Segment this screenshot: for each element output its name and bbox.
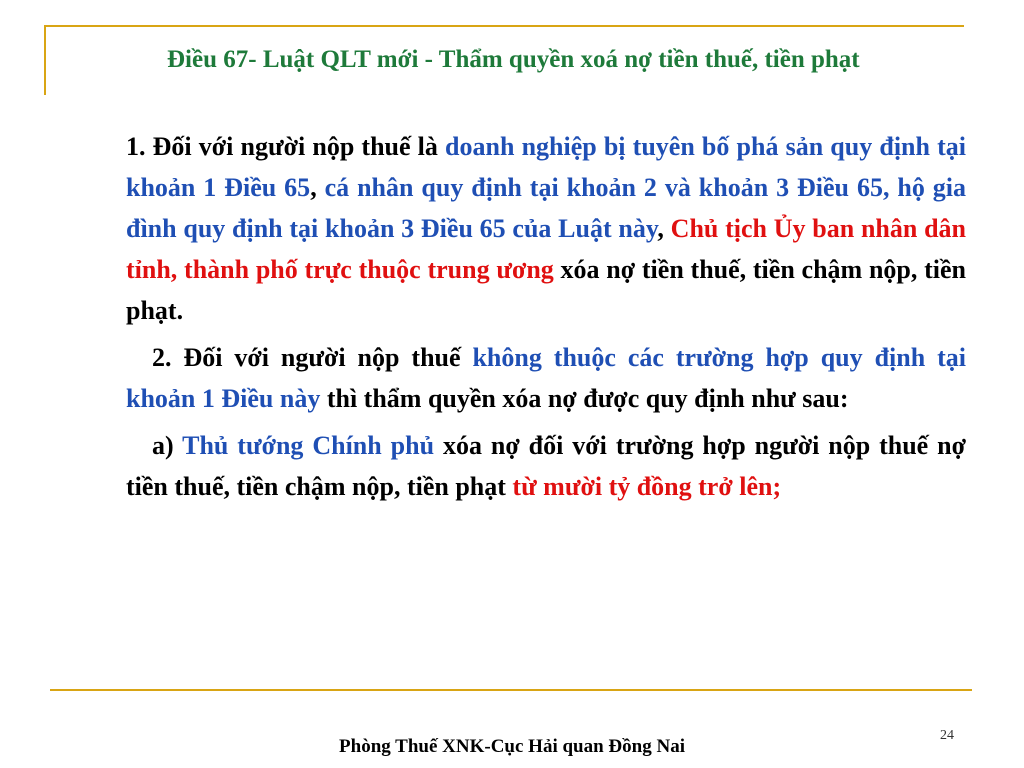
paragraph-3-highlight-authority: Thủ tướng Chính phủ (182, 431, 435, 460)
paragraph-1-text-d: xóa nợ tiền thuế, tiền chậm nộp, tiền phạt. (126, 255, 966, 325)
paragraph-3-text-a: a) (152, 431, 183, 460)
paragraph-1-highlight-individual: cá nhân quy định tại khoản 2 và khoản 3 Điều 65, hộ gia đình quy định tại khoản 3 Điều 65 của Luật này (126, 173, 966, 243)
slide-content (126, 126, 966, 507)
slide-title: Điều 67- Luật QLT mới - Thẩm quyền xoá nợ tiền thuế, tiền phạt (167, 46, 860, 73)
paragraph-2-highlight: không thuộc các trường hợp quy định tại khoản 1 Điều này (126, 343, 966, 413)
paragraph-1-highlight-enterprise: doanh nghiệp bị tuyên bố phá sản quy định tại khoản 1 Điều 65 (126, 132, 966, 202)
paragraph-1-text-b: , (310, 173, 325, 202)
paragraph-2 (126, 337, 966, 419)
slide-footer: Phòng Thuế XNK-Cục Hải quan Đồng Nai (339, 736, 685, 757)
paragraph-1-text-a: 1. Đối với người nộp thuế là (126, 132, 446, 161)
frame-left-line (44, 25, 46, 95)
page-number: 24 (940, 728, 954, 743)
paragraph-2-text-b: thì thẩm quyền xóa nợ được quy định như sau: (320, 384, 849, 413)
paragraph-3-highlight-amount: từ mười tỷ đồng trở lên; (512, 472, 782, 501)
paragraph-3-text-b: xóa nợ đối với trường hợp người nộp thuế nợ tiền thuế, tiền chậm nộp, tiền phạt (126, 431, 966, 501)
paragraph-1-highlight-authority: Chủ tịch Ủy ban nhân dân tỉnh, thành phố trực thuộc trung ương (126, 214, 967, 284)
frame-bottom-line (50, 689, 972, 691)
paragraph-3 (126, 425, 966, 507)
paragraph-1-text-c: , (657, 214, 671, 243)
paragraph-1 (126, 126, 966, 331)
frame-top-line (44, 25, 964, 27)
paragraph-2-text-a: 2. Đối với người nộp thuế (152, 343, 473, 372)
